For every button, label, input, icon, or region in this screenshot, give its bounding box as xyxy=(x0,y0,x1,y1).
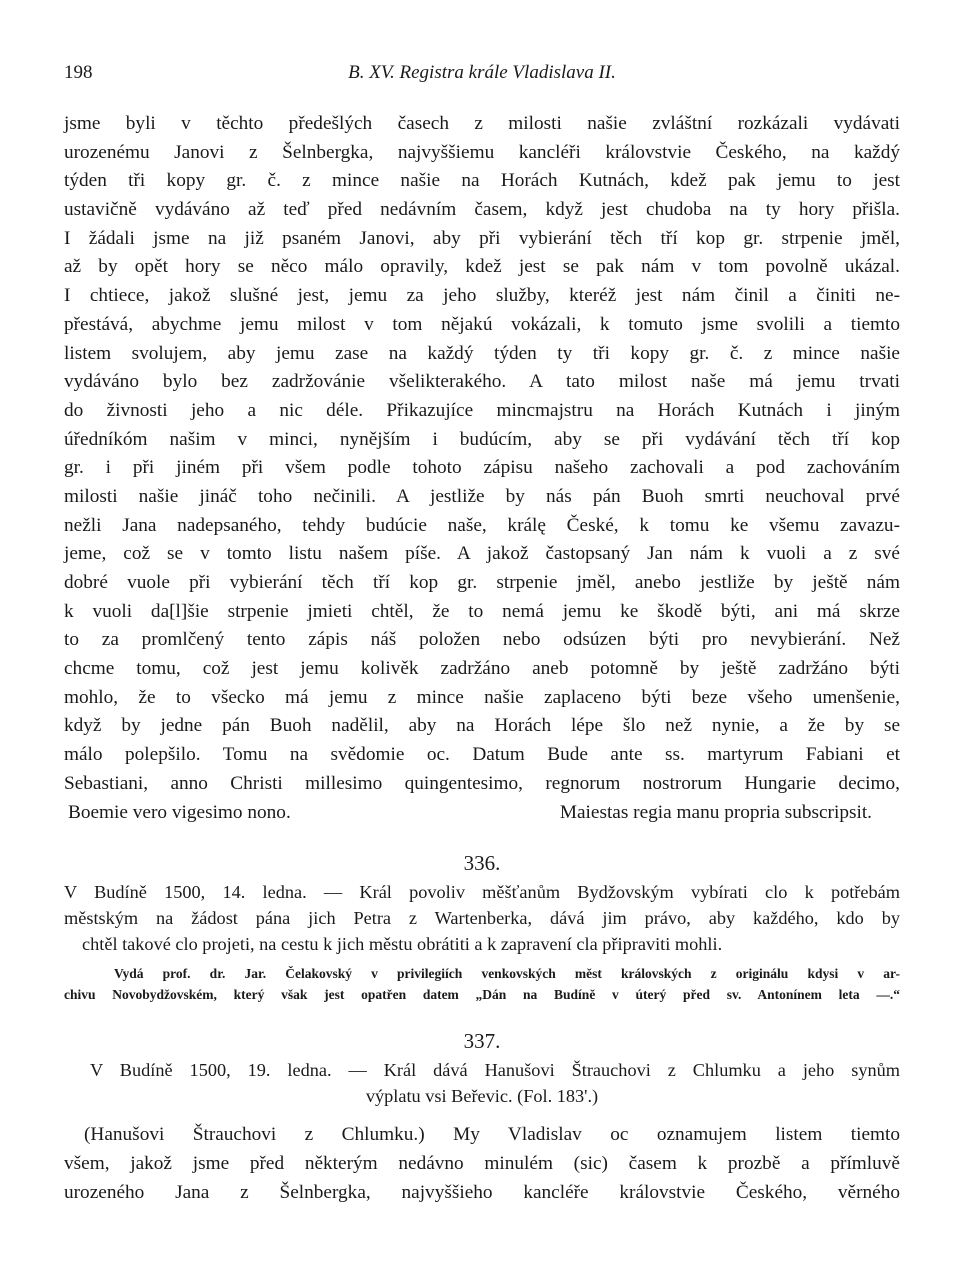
document-number: 336. xyxy=(463,851,501,876)
continuation-text xyxy=(64,110,900,827)
document-page xyxy=(64,56,900,1207)
document-337 xyxy=(64,1025,900,1207)
text-line: úředníkóm našim v minci, nynějším i budúcím, aby se při vydávání těch tří kop xyxy=(64,428,900,450)
page-header xyxy=(64,56,900,90)
text-line: to za promlčený tento zápis náš položen nebo odsúzen býti pro nevybierání. Než xyxy=(64,629,900,651)
text-line: vydáváno bylo bez zadržovánie všelikterakého. A tato milost naše má jemu trvati xyxy=(64,371,900,393)
text-line: do živnosti jeho a nic déle. Přikazujíce mincmajstru na Horách Kutnách i jiným xyxy=(64,399,900,421)
text-line: gr. i při jiném při všem podle tohoto zápisu našeho zachovali a pod zachováním xyxy=(64,457,900,479)
text-line: jsme byli v těchto předešlých časech z milosti našie zvláštní rozkázali vydávati xyxy=(64,113,900,134)
regest xyxy=(64,1057,900,1109)
text-line: když by jedne pán Buoh nadělil, aby na Horách lépe šlo než nynie, a že by se xyxy=(64,715,900,737)
regest xyxy=(64,879,900,957)
text-line: k vuoli da[l]šie strpenie jmieti chtěl, že to nemá jemu ke škodě býti, ani má skrze xyxy=(64,600,900,622)
text-line: urozeného Jana z Šelnbergka, najvyššieho kancléře královstvie Českého, věrného xyxy=(64,1181,900,1203)
text-line: milosti našie jináč toho nečinili. A jestliže by nás pán Buoh smrti neuchoval prvé xyxy=(64,485,900,507)
page-number: 198 xyxy=(64,62,93,83)
document-336 xyxy=(64,847,900,1005)
text-line: všem, jakož jsme před některým nedávno minulém (sic) časem k prozbě a přímluvě xyxy=(64,1152,900,1174)
text-line: přestává, abychme jemu milost v tom nějakú vokázali, k tomuto jsme svolili a tiemto xyxy=(64,313,900,335)
source-note xyxy=(64,963,900,1005)
text-line: chcme tomu, což jest jemu kolivěk zadržáno aneb potomně by ještě zadržáno býti xyxy=(64,658,900,680)
regest-line: chtěl takové clo projeti, na cestu k jich městu obrátiti a k zapravení cla připraviti mohli. xyxy=(82,934,723,955)
text-line: málo polepšilo. Tomu na svědomie oc. Datum Bude ante ss. martyrum Fabiani et xyxy=(64,744,900,766)
document-text xyxy=(64,1121,900,1207)
text-line: listem svolujem, aby jemu zase na každý týden ty tři kopy gr. č. z mince našie xyxy=(64,342,900,364)
text-line: až by opět hory se něco málo opravily, kdež jest se pak nám v tom povolně ukázal. xyxy=(64,256,900,278)
source-line: chivu Novobydžovském, který však jest opatřen datem „Dán na Budíně v úterý před sv. Antonínem leta —.“ xyxy=(64,987,900,1003)
text-line: I žádali jsme na již psaném Janovi, aby při vybierání těch tří kop gr. strpenie jměl, xyxy=(64,227,900,249)
text-line: (Hanušovi Štrauchovi z Chlumku.) My Vladislav oc oznamujem listem tiemto xyxy=(84,1124,900,1146)
text-line: dobré vuole při vybierání těch tří kop gr. strpenie jměl, anebo jestliže by ještě nám xyxy=(64,572,900,593)
dating-end: Boemie vero vigesimo nono. xyxy=(68,801,291,823)
text-line: jeme, což se v tomto listu našem píše. A jakož častopsaný Jan nám k vuoli a z své xyxy=(64,543,900,565)
signature-line xyxy=(64,799,900,828)
royal-subscription: Maiestas regia manu propria subscripsit. xyxy=(559,801,872,823)
text-line: Sebastiani, anno Christi millesimo quingentesimo, regnorum nostrorum Hungarie decimo, xyxy=(64,772,900,794)
text-line: I chtiece, jakož slušné jest, jemu za jeho služby, kteréž jest nám činil a činiti ne- xyxy=(64,285,900,307)
text-line: urozenému Janovi z Šelnbergka, najvyššiemu kancléři královstvie Českého, na každý xyxy=(64,141,900,163)
regest-line: městským na žádost pána jich Petra z Wartenberka, dává jim právo, aby každého, kdo by xyxy=(64,908,900,929)
regest-line: výplatu vsi Beřevic. (Fol. 183'.) xyxy=(365,1086,599,1107)
regest-line: V Budíně 1500, 14. ledna. — Král povoliv měšťanům Bydžovským vybírati clo k potřebám xyxy=(64,882,900,903)
text-line: ustavičně vydáváno až teď před nedávním časem, když jest chudoba na ty hory přišla. xyxy=(64,199,900,221)
running-head: B. XV. Registra krále Vladislava II. xyxy=(348,62,616,83)
text-line: nežli Jana nadepsaného, tehdy budúcie naše, králę České, k tomu ke všemu zavazu- xyxy=(64,514,900,536)
text-line: mohlo, že to všecko má jemu z mince našie zaplaceno býti beze všeho umenšenie, xyxy=(64,686,900,708)
text-line: týden tři kopy gr. č. z mince našie na Horách Kutnách, kdež pak jemu to jest xyxy=(64,170,900,192)
regest-line: V Budíně 1500, 19. ledna. — Král dává Hanušovi Štrauchovi z Chlumku a jeho synům xyxy=(90,1060,900,1081)
source-line: Vydá prof. dr. Jar. Čelakovský v privilegiích venkovských měst královských z originálu kdysi v ar- xyxy=(114,966,900,982)
document-number: 337. xyxy=(463,1029,501,1054)
